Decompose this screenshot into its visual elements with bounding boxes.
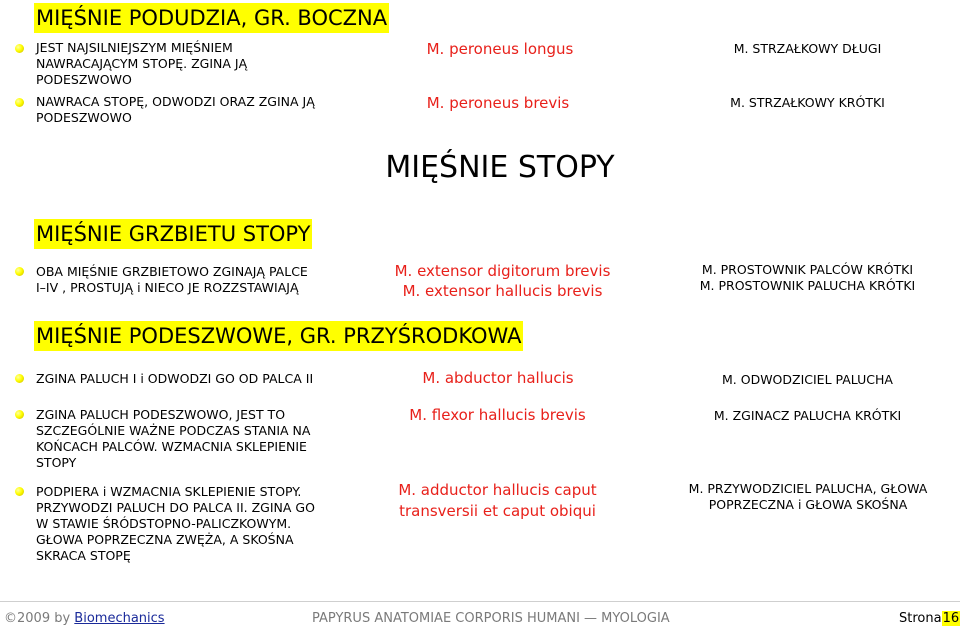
footer-divider bbox=[0, 601, 960, 602]
page-title: MIĘŚNIE STOPY bbox=[385, 150, 615, 185]
bullet-icon bbox=[15, 487, 24, 496]
row-description: NAWRACA STOPĘ, ODWODZI ORAZ ZGINA JĄ PODESZWOWO bbox=[36, 94, 315, 125]
page-indicator: Strona16 bbox=[899, 611, 960, 626]
polish-name: M. PROSTOWNIK PALCÓW KRÓTKI M. PROSTOWNIK PALUCHA KRÓTKI bbox=[699, 262, 916, 293]
bullet-icon bbox=[15, 98, 24, 107]
row-description: PODPIERA i WZMACNIA SKLEPIENIE STOPY. PRZYWODZI PALUCH DO PALCA II. ZGINA GO W STAWIE ŚRÓDSTOPNO-PALICZKOWYM. GŁOWA POPRZECZNA ZWĘŻA, A SKOŚNA SKRACA STOPĘ bbox=[36, 484, 315, 563]
polish-name: M. ZGINACZ PALUCHA KRÓTKI bbox=[713, 408, 902, 423]
section-title-dorsal-foot: MIĘŚNIE GRZBIETU STOPY bbox=[34, 219, 312, 249]
biomechanics-link[interactable]: Biomechanics bbox=[74, 611, 165, 626]
latin-name: M. abductor hallucis bbox=[422, 369, 574, 387]
row-description: OBA MIĘŚNIE GRZBIETOWO ZGINAJĄ PALCE I–IV , PROSTUJĄ i NIECO JE ROZZSTAWIAJĄ bbox=[36, 264, 308, 295]
row-description: JEST NAJSILNIEJSZYM MIĘŚNIEM NAWRACAJĄCYM STOPĘ. ZGINA JĄ PODESZWOWO bbox=[36, 40, 248, 87]
latin-name: M. adductor hallucis caput transversii et caput obiqui bbox=[398, 481, 597, 520]
latin-name: M. extensor digitorum brevis M. extensor hallucis brevis bbox=[394, 262, 611, 300]
latin-name: M. flexor hallucis brevis bbox=[409, 406, 586, 424]
bullet-icon bbox=[15, 410, 24, 419]
polish-name: M. STRZAŁKOWY KRÓTKI bbox=[730, 95, 885, 110]
footer-title: PAPYRUS ANATOMIAE CORPORIS HUMANI — MYOLOGIA bbox=[312, 611, 670, 626]
row-description: ZGINA PALUCH PODESZWOWO, JEST TO SZCZEGÓLNIE WAŻNE PODCZAS STANIA NA KOŃCACH PALCÓW. WZMACNIA SKLEPIENIE STOPY bbox=[36, 407, 311, 470]
bullet-icon bbox=[15, 44, 24, 53]
latin-name: M. peroneus longus bbox=[426, 40, 574, 58]
footer-copyright: ©2009 by Biomechanics bbox=[4, 611, 165, 626]
polish-name: M. PRZYWODZICIEL PALUCHA, GŁOWA POPRZECZNA i GŁOWA SKOŚNA bbox=[688, 481, 928, 512]
bullet-icon bbox=[15, 267, 24, 276]
row-description: ZGINA PALUCH I i ODWODZI GO OD PALCA II bbox=[36, 371, 314, 386]
section-title-plantar-medial: MIĘŚNIE PODESZWOWE, GR. PRZYŚRODKOWA bbox=[34, 321, 523, 351]
section-title-lateral-leg: MIĘŚNIE PODUDZIA, GR. BOCZNA bbox=[34, 3, 389, 33]
page-number: 16 bbox=[942, 611, 960, 626]
polish-name: M. ODWODZICIEL PALUCHA bbox=[722, 372, 893, 387]
latin-name: M. peroneus brevis bbox=[426, 94, 570, 112]
bullet-icon bbox=[15, 374, 24, 383]
polish-name: M. STRZAŁKOWY DŁUGI bbox=[733, 41, 882, 56]
